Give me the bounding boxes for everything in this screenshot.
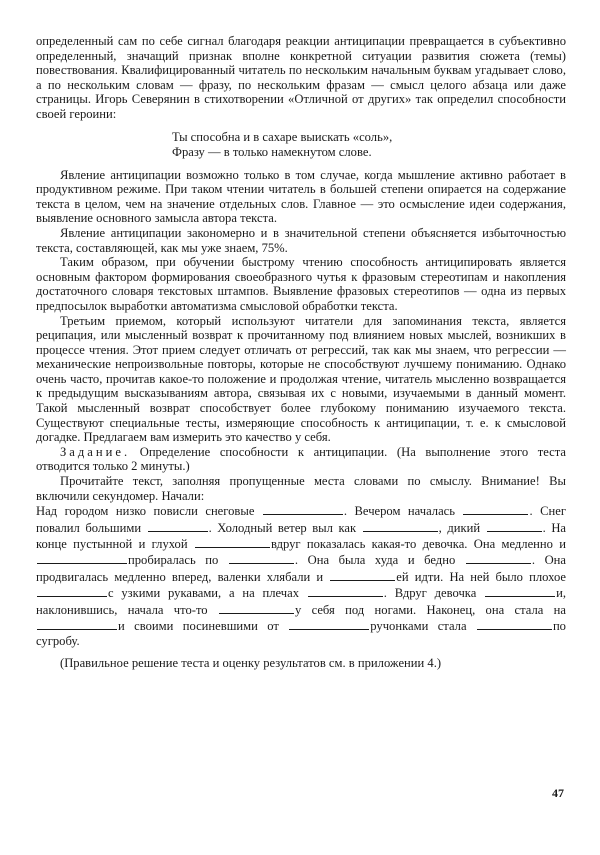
blank-field[interactable] — [463, 503, 528, 515]
blank-field[interactable] — [487, 520, 542, 532]
blank-field[interactable] — [219, 602, 294, 614]
poem-line-1: Ты способна и в сахаре выискать «соль», — [172, 129, 393, 144]
blank-field[interactable] — [263, 503, 343, 515]
blank-field[interactable] — [477, 618, 552, 630]
task-text: Определение способности к антиципации. (На выполнение этого теста отводится только 2 минуты.) — [36, 444, 566, 474]
paragraph-4: Таким образом, при обучении быстрому чтению способность антиципировать является основным фактором формирования своеобразного чутья к фразовым стереотипам и накопления достаточного словаря текстовых штампов. Выявление фразовых стереотипов — одна из первых предпосылок выработки автоматизма смысловой обработки текста. — [36, 255, 566, 313]
cloze-segment: . Она была худа и бедно — [294, 553, 456, 568]
cloze-segment: по сугробу. — [36, 619, 566, 649]
poem-line-2: Фразу — в только намекнутом слове. — [172, 144, 372, 159]
cloze-segment: . Она продвигалась медленно вперед, валенки хлябали и — [36, 553, 566, 584]
cloze-segment: у себя под ногами. Наконец, она стала на — [294, 602, 567, 617]
blank-field[interactable] — [363, 520, 438, 532]
cloze-segment: пробиралась по — [128, 553, 219, 568]
cloze-segment: с узкими рукавами, а на плечах — [108, 586, 299, 601]
blank-field[interactable] — [195, 536, 270, 548]
paragraph-3: Явление антиципации закономерно и в значительной степени объясняется избыточностью текста, составляющей, как мы уже знаем, 75%. — [36, 225, 566, 255]
page-number: 47 — [552, 786, 564, 800]
paragraph-5: Третьим приемом, который используют читатели для запоминания текста, является реципация, или мысленный возврат к прочитанному под влиянием новых мыслей, возникших в процессе чтения. Этот прием следует отличать от регрессий, так как мы знаем, что регрессии — механические непроизвольные повторы, которые не способствуют лучшему пониманию. Однако очень часто, прочитав какое-то положение и продолжая чтение, читатель мысленно возвращается к предыдущим высказываниям автора, связывая их с новыми, изучаемыми в данный момент. Такой мысленный возврат способствует более глубокому пониманию изучаемого текста. Существуют специальные тесты, измеряющие способность к антиципации, т. е. к смысловой догадке. Предлагаем вам измерить это качество у себя. — [36, 313, 566, 445]
cloze-segment: . Холодный ветер выл как — [208, 520, 357, 535]
cloze-segment: Над городом низко повисли снеговые — [36, 504, 255, 519]
blank-field[interactable] — [330, 569, 395, 581]
cloze-segment: и своими посиневшими от — [118, 619, 279, 634]
paragraph-2: Явление антиципации возможно только в том случае, когда мышление активно работает в продуктивном режиме. При таком чтении читатель в большей степени опирается на содержание текста в целом, чем на значение отдельных слов. Главное — это осмысление идеи содержания, выявление основного замысла автора текста. — [36, 167, 566, 226]
cloze-segment: . На конце пустынной и глухой — [36, 520, 567, 552]
footnote: (Правильное решение теста и оценку результатов см. в приложении 4.) — [60, 655, 442, 670]
cloze-segment: ручонками стала — [370, 619, 467, 634]
task-paragraph — [36, 445, 566, 474]
paragraph-instructions: Прочитайте текст, заполняя пропущенные места словами по смыслу. Внимание! Вы включили секундомер. Начали: — [36, 474, 566, 503]
blank-field[interactable] — [485, 585, 555, 597]
blank-field[interactable] — [229, 552, 294, 564]
cloze-segment: . Вечером началась — [343, 504, 455, 519]
cloze-test — [36, 503, 566, 650]
blank-field[interactable] — [308, 585, 383, 597]
blank-field[interactable] — [148, 520, 208, 532]
blank-field[interactable] — [289, 618, 369, 630]
cloze-segment: и, наклонившись, начала что-то — [36, 586, 566, 617]
blank-field[interactable] — [37, 618, 117, 630]
paragraph-1: определенный сам по себе сигнал благодаря реакции антиципации превращается в субъективно определенный, значащий признак вполне конкретной ситуации развития сюжета (темы) повествования. Квалифицированный читатель по нескольким начальным буквам угадывает слово, а по нескольким словам — фразу, по нескольким фразам — смысл целого абзаца или даже страницы. Игорь Северянин в стихотворении «Отличной от других» так определил способности своей героини: — [36, 34, 566, 121]
poem-quote — [36, 130, 566, 160]
cloze-segment: , дикий — [438, 520, 481, 535]
blank-field[interactable] — [37, 585, 107, 597]
blank-field[interactable] — [466, 552, 531, 564]
task-label: Задание. — [60, 444, 131, 459]
cloze-segment: . Снег повалил большими — [36, 504, 566, 535]
cloze-segment: . Вдруг девочка — [383, 586, 477, 601]
cloze-segment: вдруг показалась какая-то девочка. Она медленно и — [270, 537, 566, 552]
cloze-segment: ей идти. На ней было плохое — [396, 569, 566, 584]
blank-field[interactable] — [37, 552, 127, 564]
